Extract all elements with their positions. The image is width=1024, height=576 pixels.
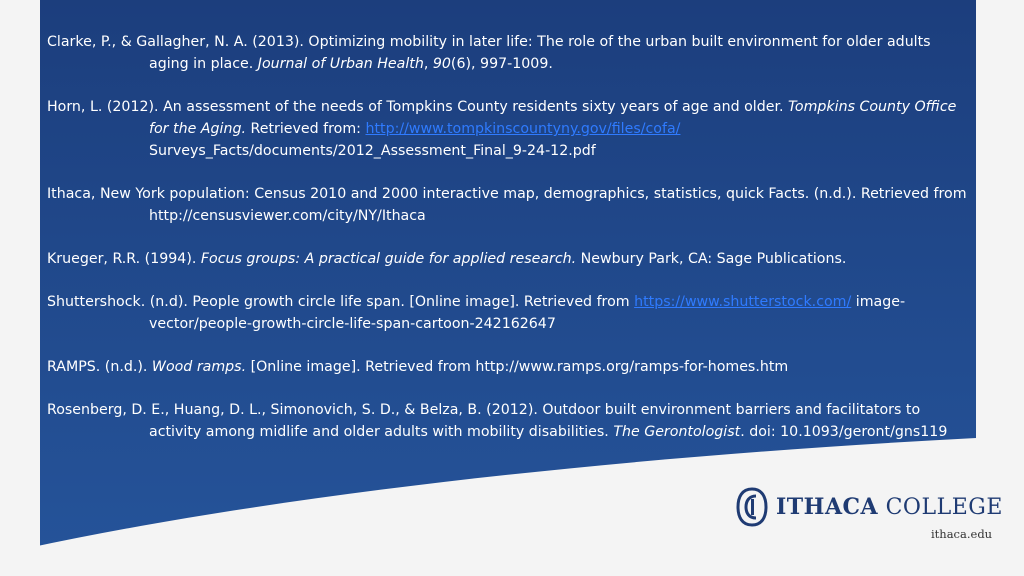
reference-text: RAMPS. (n.d.).: [47, 359, 152, 375]
reference-text: Krueger, R.R. (1994).: [47, 251, 201, 267]
reference-list: [47, 31, 967, 464]
reference-text: (6), 997-1009.: [450, 56, 553, 72]
ithaca-college-logo: [736, 487, 1003, 527]
reference-text: Shuttershock. (n.d). People growth circle life span. [Online image]. Retrieved from: [47, 294, 635, 310]
ic-emblem-icon: [736, 487, 768, 527]
reference-entry: [47, 399, 967, 443]
reference-italic-text: 90: [432, 56, 451, 72]
reference-entry: [47, 291, 967, 335]
reference-italic-text: Focus groups: A practical guide for applied research.: [200, 251, 577, 267]
reference-link[interactable]: http://www.tompkinscountyny.gov/files/cofa/: [365, 121, 681, 137]
reference-text: Horn, L. (2012). An assessment of the needs of Tompkins County residents sixty years of age and older.: [47, 99, 788, 115]
reference-entry: [47, 31, 967, 75]
reference-text: Clarke, P., & Gallagher, N. A. (2013). Optimizing mobility in later life: The role of the urban built environment for older adults aging in place.: [47, 34, 931, 72]
reference-text: image-vector/people-growth-circle-life-span-cartoon-242162647: [149, 294, 906, 332]
reference-entry: [47, 356, 967, 378]
reference-entry: [47, 96, 967, 162]
reference-text: ,: [423, 56, 433, 72]
reference-text: Retrieved from:: [245, 121, 366, 137]
logo-wordmark: [776, 494, 1003, 520]
reference-text: Surveys_Facts/documents/2012_Assessment_Final_9-24-12.pdf: [149, 143, 596, 159]
reference-text: Newbury Park, CA: Sage Publications.: [576, 251, 847, 267]
reference-italic-text: The Gerontologist: [613, 424, 741, 440]
reference-text: [Online image]. Retrieved from http://www.ramps.org/ramps-for-homes.htm: [246, 359, 789, 375]
logo-name-rest: COLLEGE: [878, 495, 1003, 520]
site-url: ithaca.edu: [931, 527, 993, 541]
reference-entry: [47, 248, 967, 270]
reference-italic-text: Wood ramps.: [151, 359, 247, 375]
reference-link[interactable]: https://www.shutterstock.com/: [634, 294, 852, 310]
reference-italic-text: Tompkins County Office for the Aging.: [149, 99, 957, 137]
reference-text: Rosenberg, D. E., Huang, D. L., Simonovich, S. D., & Belza, B. (2012). Outdoor built environment barriers and facilitators to activity among midlife and older adults with mobility disabilities.: [47, 402, 921, 440]
reference-italic-text: Journal of Urban Health: [257, 56, 424, 72]
reference-text: Ithaca, New York population: Census 2010 and 2000 interactive map, demographics, statistics, quick Facts. (n.d.). Retrieved from http://censusviewer.com/city/NY/Ithaca: [47, 186, 967, 224]
reference-entry: [47, 183, 967, 227]
reference-text: . doi: 10.1093/geront/gns119: [740, 424, 948, 440]
logo-name-bold: ITHACA: [776, 494, 879, 520]
